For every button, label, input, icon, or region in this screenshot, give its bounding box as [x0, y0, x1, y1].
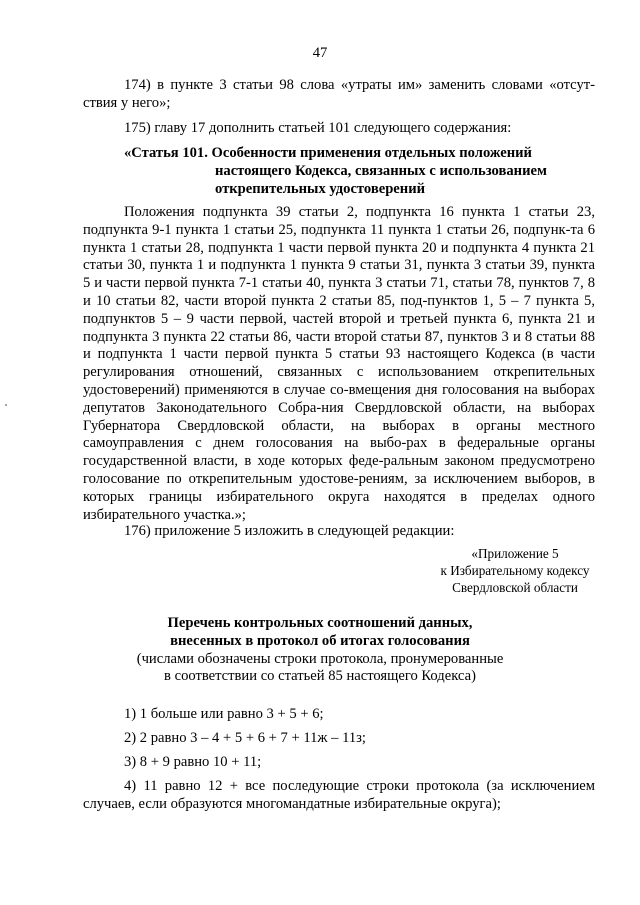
list-title-line: Перечень контрольных соотношений данных,: [167, 615, 473, 631]
article-title-line: открепительных удостоверений: [215, 181, 426, 197]
appendix-header: [420, 546, 610, 596]
ratio-1: 1) 1 больше или равно 3 + 5 + 6;: [124, 706, 324, 722]
list-title-line: внесенных в протокол об итогах голосования: [170, 632, 470, 649]
appendix-line: Свердловской области: [452, 579, 578, 595]
ratio-2: 2) 2 равно 3 – 4 + 5 + 6 + 7 + 11ж – 11з;: [124, 730, 366, 746]
item-174: 174) в пункте 3 статьи 98 слова «утраты им» заменить словами «отсут-ствия у него»;: [83, 77, 595, 111]
item-176: 176) приложение 5 изложить в следующей редакции:: [124, 523, 455, 539]
ratio-4: 4) 11 равно 12 + все последующие строки протокола (за исключением случаев, если образуются многомандатные избирательные округа);: [83, 778, 595, 812]
article-title-line: «Статья 101. Особенности применения отдельных положений: [124, 145, 532, 161]
list-subtitle-line: в соответствии со статьей 85 настоящего Кодекса): [164, 668, 476, 685]
article-101-body: Положения подпункта 39 статьи 2, подпункта 16 пункта 1 статьи 23, подпункта 9-1 пункта 1 статьи 25, подпункта 11 пункта 1 статьи 26, подпунк-та 6 пункта 1 статьи 28, подпункта 1 части первой пункта 20 и подпункта 4 пункта 21 статьи 30, пункта 1 и подпункта 1 пункта 9 статьи 31, пункта 3 статьи 39, пункта 5 и части первой пункта 7-1 статьи 40, пункта 3 статьи 71, статьи 78, пунктов 7, 8 и 10 статьи 82, части второй пункта 2 статьи 85, под-пунктов 1, 5 – 7 пункта 5, подпунктов 5 – 9 части первой, частей второй и третьей пункта 6, пункта 21 и подпункта 3 пункта 22 статьи 86, части второй статьи 87, пунктов 3 и 8 статьи 88 и подпункта 1 части первой пункта 5 статьи 93 настоящего Кодекса (в части регулирования отношений, связанных с использованием открепительных удостоверений) применяются в случае со-вмещения дня голосования на выборах депутатов Законодательного Собра-ния Свердловской области, на выборах Губернатора Свердловской области, на выборах в органы местного самоуправления с днем голосования на выбо-рах в федеральные органы государственной власти, в ходе которых феде-ральным законом предусмотрено голосование по открепительным удостове-рениям, за исключением выборов, в которых границы избирательного округа находятся в пределах одного избирательного участка.»;: [83, 204, 595, 523]
list-title: [0, 615, 640, 686]
page-number: 47: [312, 45, 328, 61]
appendix-line: «Приложение 5: [471, 546, 559, 561]
list-subtitle-line: (числами обозначены строки протокола, пронумерованные: [136, 650, 504, 667]
ratio-3: 3) 8 + 9 равно 10 + 11;: [124, 754, 262, 770]
item-175: 175) главу 17 дополнить статьей 101 следующего содержания:: [124, 120, 512, 136]
scan-speck: [5, 404, 7, 406]
appendix-line: к Избирательному кодексу: [440, 562, 590, 578]
article-title-line: настоящего Кодекса, связанных с использованием: [215, 163, 547, 179]
